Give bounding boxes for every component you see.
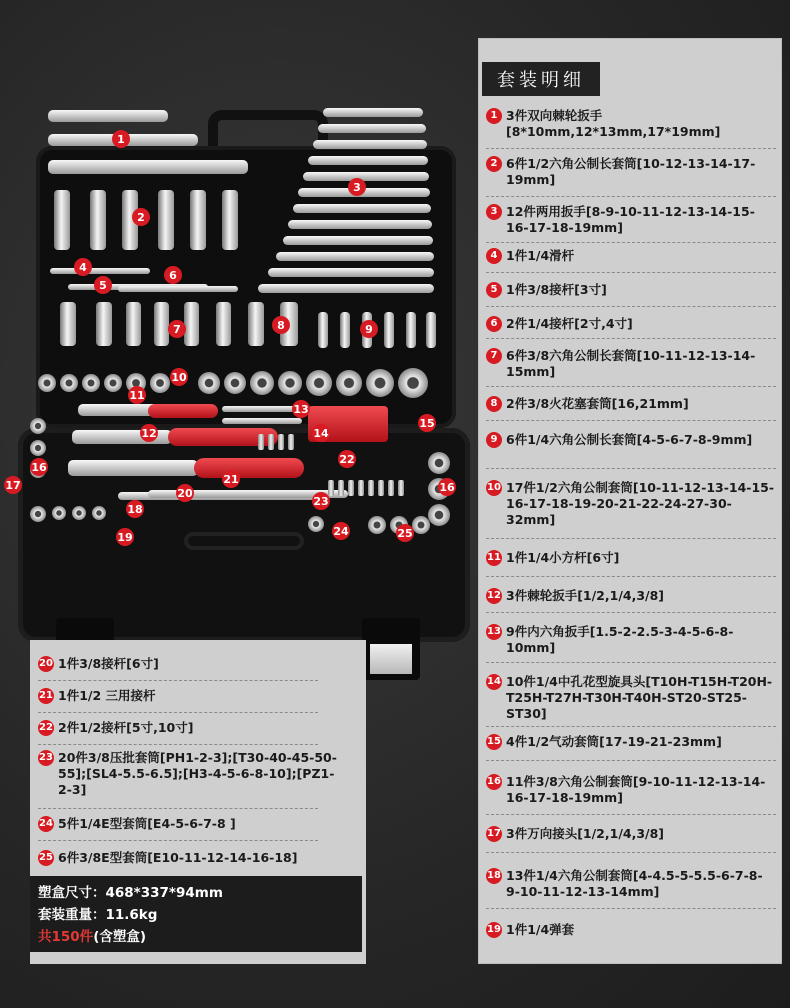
divider [486,468,776,469]
deep-socket [318,312,328,348]
ratchet-head [68,460,198,476]
set-weight-text: 套装重量：11.6kg [38,907,158,923]
item-text: 1件3/8接杆[3寸] [506,282,607,297]
list-item [486,396,776,412]
case-grip-recess [184,532,304,550]
list-item [486,432,776,448]
item-number-badge: 14 [486,674,502,690]
sliding-t-bar [50,268,150,274]
item-text: 12件两用扳手[8-9-10-11-12-13-14-15-16-17-18-19mm] [506,204,755,235]
list-item [486,734,776,750]
socket [250,371,274,395]
item-number-badge: 23 [38,750,54,766]
hex-key [222,406,302,412]
callout-badge: 2 [132,208,150,226]
item-number-badge: 7 [486,348,502,364]
callout-badge: 6 [164,266,182,284]
callout-badge: 8 [272,316,290,334]
item-number-badge: 8 [486,396,502,412]
socket [92,506,106,520]
item-number-badge: 12 [486,588,502,604]
list-item [486,282,776,298]
list-item [38,688,338,704]
divider [486,908,776,909]
item-text: 3件棘轮扳手[1/2,1/4,3/8] [506,588,665,603]
total-count-highlight: 共150件 [38,929,94,945]
item-number-badge: 11 [486,550,502,566]
total-count-note: (含塑盒) [93,929,147,945]
combination-wrench [313,140,427,149]
combination-wrench [318,124,426,133]
case-size-text: 塑盒尺寸：468*337*94mm [38,885,223,901]
list-item [486,588,776,604]
screwdriver-bit [338,480,344,496]
item-text: 6件3/8六角公制长套筒[10-11-12-13-14-15mm] [506,348,756,379]
callout-badge: 21 [222,470,240,488]
callout-badge: 13 [292,400,310,418]
item-text: 17件1/2六角公制套筒[10-11-12-13-14-15-16-17-18-19-20-21-22-24-27-30-32mm] [506,480,775,527]
callout-badge: 23 [312,492,330,510]
item-text: 1件1/4滑杆 [506,248,575,263]
combination-wrench [308,156,428,165]
divider [486,662,776,663]
list-item [486,108,776,140]
socket [412,516,430,534]
latch-plate [370,644,412,674]
item-text: 2件1/2接杆[5寸,10寸] [58,720,194,735]
extension-bar [118,286,238,292]
item-text: 3件万向接头[1/2,1/4,3/8] [506,826,665,841]
spark-plug-socket [248,302,264,346]
item-text: 6件1/4六角公制长套筒[4-5-6-7-8-9mm] [506,432,753,447]
callout-badge: 20 [176,484,194,502]
socket [104,374,122,392]
combination-wrench [268,268,434,277]
callout-badge: 19 [116,528,134,546]
item-number-badge: 20 [38,656,54,672]
item-number-badge: 18 [486,868,502,884]
callout-badge: 5 [94,276,112,294]
item-text: 6件3/8E型套筒[E10-11-12-14-16-18] [58,850,298,865]
callout-badge: 22 [338,450,356,468]
item-number-badge: 4 [486,248,502,264]
socket [278,371,302,395]
socket [150,373,170,393]
screwdriver-bit [398,480,404,496]
screwdriver-bit [358,480,364,496]
list-item [486,348,776,380]
item-text: 11件3/8六角公制套筒[9-10-11-12-13-14-16-17-18-19mm] [506,774,766,805]
specs-box [30,876,362,952]
list-item [486,624,776,656]
combination-wrench [258,284,434,293]
socket [366,369,394,397]
item-number-badge: 21 [38,688,54,704]
divider [486,272,776,273]
item-text: 5件1/4E型套筒[E4-5-6-7-8 ] [58,816,236,831]
toolbox-image [5,62,470,622]
item-number-badge: 9 [486,432,502,448]
deep-socket [190,190,206,250]
divider [486,242,776,243]
combination-wrench [288,220,432,229]
socket [38,374,56,392]
callout-badge: 10 [170,368,188,386]
list-item [486,248,776,264]
socket [30,506,46,522]
divider [486,726,776,727]
screwdriver-bit [268,434,274,450]
item-number-badge: 10 [486,480,502,496]
panel-title: 套装明细 [482,62,600,96]
list-item [486,480,776,528]
item-number-badge: 24 [38,816,54,832]
deep-socket [216,302,231,346]
item-text: 2件1/4接杆[2寸,4寸] [506,316,633,331]
list-item [486,156,776,188]
deep-socket [222,190,238,250]
ratchet-wrench [48,160,248,174]
callout-badge: 1 [112,130,130,148]
callout-badge: 24 [332,522,350,540]
combination-wrench [293,204,431,213]
callout-badge: 9 [360,320,378,338]
divider [486,386,776,387]
socket [30,440,46,456]
callout-badge: 7 [168,320,186,338]
hex-key [222,418,302,424]
item-text: 2件3/8火花塞套筒[16,21mm] [506,396,689,411]
socket [306,370,332,396]
callout-badge: 16 [438,478,456,496]
divider [486,306,776,307]
socket [60,374,78,392]
list-item [486,204,776,236]
item-text: 6件1/2六角公制长套筒[10-12-13-14-17-19mm] [506,156,756,187]
socket [72,506,86,520]
callout-badge: 15 [418,414,436,432]
deep-socket [54,190,70,250]
list-item [486,774,776,806]
socket [308,516,324,532]
divider [38,840,318,841]
list-item [38,720,338,736]
divider [38,808,318,809]
list-item [486,674,776,722]
ratchet-head [78,404,158,416]
item-number-badge: 6 [486,316,502,332]
item-text: 1件1/4小方杆[6寸] [506,550,620,565]
list-item [38,816,338,832]
deep-socket [90,190,106,250]
item-number-badge: 15 [486,734,502,750]
deep-socket [126,302,141,346]
item-text: 1件1/2 三用接杆 [58,688,156,703]
socket [428,504,450,526]
item-number-badge: 2 [486,156,502,172]
divider [486,760,776,761]
callout-badge: 11 [128,386,146,404]
item-number-badge: 1 [486,108,502,124]
divider [486,338,776,339]
deep-socket [96,302,112,346]
callout-badge: 16 [30,458,48,476]
deep-socket [384,312,394,348]
item-text: 1件3/8接杆[6寸] [58,656,159,671]
item-text: 4件1/2气动套筒[17-19-21-23mm] [506,734,722,749]
deep-socket [340,312,350,348]
list-item [38,656,338,672]
socket [336,370,362,396]
divider [486,852,776,853]
item-text: 9件内六角扳手[1.5-2-2.5-3-4-5-6-8-10mm] [506,624,734,655]
callout-badge: 12 [140,424,158,442]
total-count-line [38,926,354,948]
divider [486,814,776,815]
list-item [38,850,338,866]
item-text: 1件1/4弹套 [506,922,575,937]
screwdriver-bit [388,480,394,496]
item-text: 20件3/8压批套筒[PH1-2-3];[T30-40-45-50-55];[SL4-5.5-6.5];[H3-4-5-6-8-10];[PZ1-2-3] [58,750,337,797]
divider [38,744,318,745]
list-item [486,922,776,938]
socket [398,368,428,398]
divider [486,420,776,421]
divider [38,712,318,713]
socket [368,516,386,534]
callout-badge: 3 [348,178,366,196]
item-text: 10件1/4中孔花型旋具头[T10H-T15H-T20H-T25H-T27H-T30H-T40H-ST20-ST25-ST30] [506,674,773,721]
socket [30,418,46,434]
item-number-badge: 19 [486,922,502,938]
ratchet-handle [148,404,218,418]
deep-socket [184,302,199,346]
list-item [38,750,338,798]
deep-socket [406,312,416,348]
combination-wrench [283,236,433,245]
item-number-badge: 5 [486,282,502,298]
callout-badge: 4 [74,258,92,276]
callout-badge: 18 [126,500,144,518]
list-item [486,826,776,842]
ratchet-handle [194,458,304,478]
item-number-badge: 22 [38,720,54,736]
screwdriver-bit [258,434,264,450]
list-item [486,868,776,900]
item-number-badge: 25 [38,850,54,866]
list-item [486,550,776,566]
divider [486,576,776,577]
callout-badge: 14 [312,424,330,442]
divider [486,538,776,539]
socket [428,452,450,474]
callout-badge: 17 [4,476,22,494]
item-text: 13件1/4六角公制套筒[4-4.5-5-5.5-6-7-8-9-10-11-12-13-14mm] [506,868,763,899]
screwdriver-bit [328,480,334,496]
deep-socket [426,312,436,348]
screwdriver-bit [348,480,354,496]
socket [198,372,220,394]
combination-wrench [323,108,423,117]
combination-wrench [303,172,429,181]
ratchet-wrench [48,110,168,122]
divider [486,196,776,197]
item-number-badge: 13 [486,624,502,640]
deep-socket [60,302,76,346]
deep-socket [158,190,174,250]
item-number-badge: 17 [486,826,502,842]
socket [224,372,246,394]
screwdriver-bit [368,480,374,496]
combination-wrench [276,252,434,261]
socket [82,374,100,392]
screwdriver-bit [278,434,284,450]
item-number-badge: 3 [486,204,502,220]
deep-socket [154,302,169,346]
callout-badge: 25 [396,524,414,542]
divider [38,680,318,681]
divider [486,148,776,149]
list-item [486,316,776,332]
socket [52,506,66,520]
case-latch [362,618,420,680]
item-number-badge: 16 [486,774,502,790]
screwdriver-bit [378,480,384,496]
screwdriver-bit [288,434,294,450]
divider [486,612,776,613]
item-text: 3件双向棘轮扳手[8*10mm,12*13mm,17*19mm] [506,108,721,139]
